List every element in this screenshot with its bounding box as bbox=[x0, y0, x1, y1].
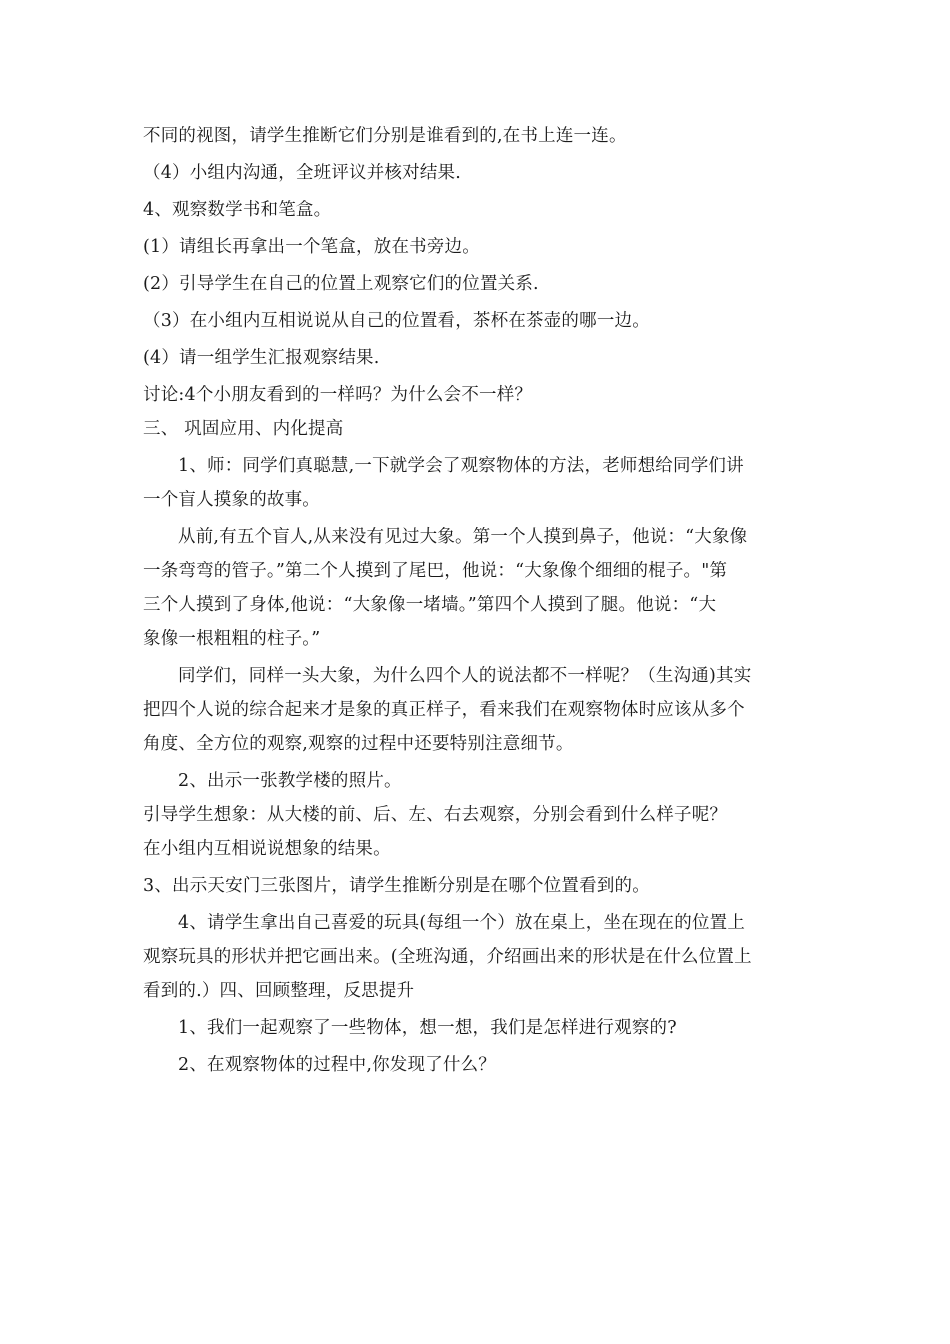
text-line: 3、出示天安门三张图片，请学生推断分别是在哪个位置看到的。 bbox=[143, 876, 650, 896]
text-line: 4、请学生拿出自己喜爱的玩具(每组一个）放在桌上，坐在现在的位置上 bbox=[178, 913, 746, 933]
text-line: 象像一根粗粗的柱子。” bbox=[143, 629, 321, 649]
text-line: 1、师：同学们真聪慧,一下就学会了观察物体的方法，老师想给同学们讲 bbox=[178, 456, 744, 476]
text-line: 一个盲人摸象的故事。 bbox=[143, 490, 320, 510]
text-line: 把四个人说的综合起来才是象的真正样子，看来我们在观察物体时应该从多个 bbox=[143, 700, 745, 720]
text-line: 讨论:4个小朋友看到的一样吗？为什么会不一样？ bbox=[143, 385, 533, 405]
text-line: （3）在小组内互相说说从自己的位置看，茶杯在茶壶的哪一边。 bbox=[143, 311, 650, 331]
text-line: 不同的视图，请学生推断它们分别是谁看到的,在书上连一连。 bbox=[143, 126, 627, 146]
document-body bbox=[143, 121, 808, 1080]
text-line: 引导学生想象：从大楼的前、后、左、右去观察，分别会看到什么样子呢？ bbox=[143, 805, 728, 825]
text-line: (4）请一组学生汇报观察结果. bbox=[143, 348, 380, 368]
text-line: 在小组内互相说说想象的结果。 bbox=[143, 839, 391, 859]
text-line: 同学们，同样一头大象，为什么四个人的说法都不一样呢？（生沟通)其实 bbox=[178, 666, 752, 686]
text-line: 从前,有五个盲人,从来没有见过大象。第一个人摸到鼻子，他说：“大象像 bbox=[178, 527, 748, 547]
text-line: 4、观察数学书和笔盒。 bbox=[143, 200, 332, 220]
text-line: 2、出示一张教学楼的照片。 bbox=[178, 771, 402, 791]
text-line: 观察玩具的形状并把它画出来。(全班沟通，介绍画出来的形状是在什么位置上 bbox=[143, 947, 752, 967]
text-line: (1）请组长再拿出一个笔盒，放在书旁边。 bbox=[143, 237, 480, 257]
text-line: 2、在观察物体的过程中,你发现了什么？ bbox=[178, 1055, 496, 1075]
text-line: 三个人摸到了身体,他说：“大象像一堵墙。”第四个人摸到了腿。他说：“大 bbox=[143, 595, 717, 615]
text-line: （4）小组内沟通，全班评议并核对结果. bbox=[143, 163, 461, 183]
text-line: 角度、全方位的观察,观察的过程中还要特别注意细节。 bbox=[143, 734, 574, 754]
text-line: 1、我们一起观察了一些物体，想一想，我们是怎样进行观察的? bbox=[178, 1018, 677, 1038]
text-line: 看到的.）四、回顾整理，反思提升 bbox=[143, 981, 415, 1001]
section-heading: 三、 巩固应用、内化提高 bbox=[143, 419, 344, 439]
text-line: 一条弯弯的管子。”第二个人摸到了尾巴，他说：“大象像个细细的棍子。"第 bbox=[143, 561, 728, 581]
text-line: (2）引导学生在自己的位置上观察它们的位置关系. bbox=[143, 274, 539, 294]
